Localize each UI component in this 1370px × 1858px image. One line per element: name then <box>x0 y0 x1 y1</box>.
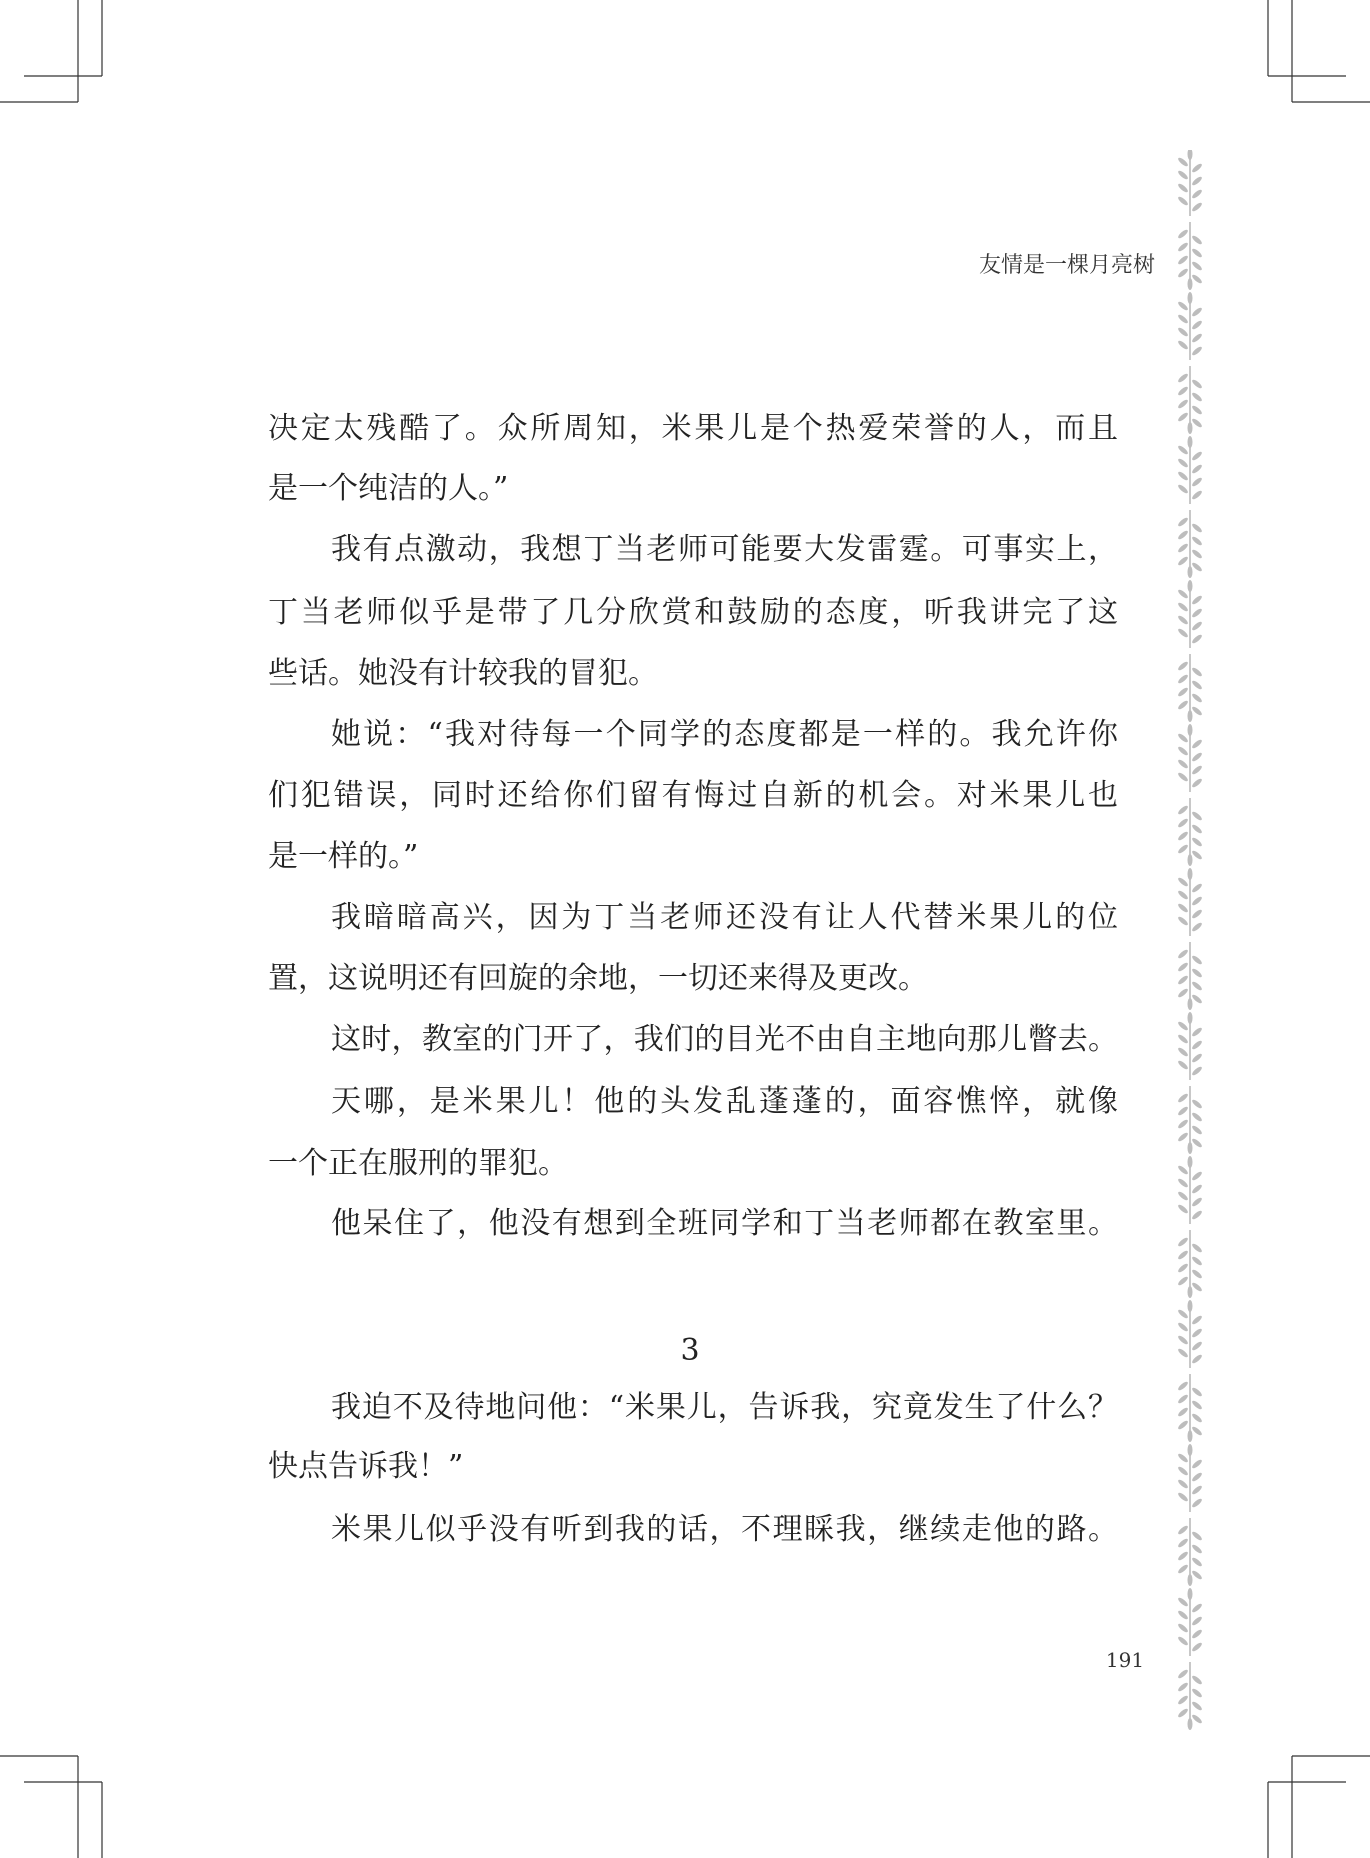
section-number: 3 <box>680 1333 700 1368</box>
running-header: 友情是一棵月亮树 <box>978 253 1155 278</box>
text-line: 米果儿似乎没有听到我的话，不理睬我，继续走他的路。 <box>331 1512 1118 1547</box>
text-line: 是一个纯洁的人。” <box>268 471 509 506</box>
text-line: 我迫不及待地问他：“米果儿，告诉我，究竟发生了什么？ <box>331 1390 1118 1425</box>
leaf-vine-border-decoration <box>1170 150 1210 1730</box>
text-line: 们犯错误，同时还给你们留有悔过自新的机会。对米果儿也 <box>268 778 1118 813</box>
text-line: 她说：“我对待每一个同学的态度都是一样的。我允许你 <box>331 717 1118 752</box>
text-line: 置，这说明还有回旋的余地，一切还来得及更改。 <box>268 961 928 996</box>
text-line: 决定太残酷了。众所周知，米果儿是个热爱荣誉的人，而且 <box>268 411 1118 446</box>
text-line: 丁当老师似乎是带了几分欣赏和鼓励的态度，听我讲完了这 <box>268 595 1118 630</box>
text-line: 我有点激动，我想丁当老师可能要大发雷霆。可事实上， <box>331 532 1118 567</box>
text-line: 他呆住了，他没有想到全班同学和丁当老师都在教室里。 <box>331 1206 1118 1241</box>
text-line: 是一样的。” <box>268 839 419 874</box>
text-line: 这时，教室的门开了，我们的目光不由自主地向那儿瞥去。 <box>331 1022 1118 1057</box>
text-line: 些话。她没有计较我的冒犯。 <box>268 656 658 691</box>
text-line: 天哪，是米果儿！他的头发乱蓬蓬的，面容憔悴，就像 <box>331 1084 1118 1119</box>
text-line: 快点告诉我！” <box>268 1449 464 1484</box>
text-line: 我暗暗高兴，因为丁当老师还没有让人代替米果儿的位 <box>331 900 1118 935</box>
text-line: 一个正在服刑的罪犯。 <box>268 1146 568 1181</box>
page-number: 191 <box>1105 1648 1145 1672</box>
